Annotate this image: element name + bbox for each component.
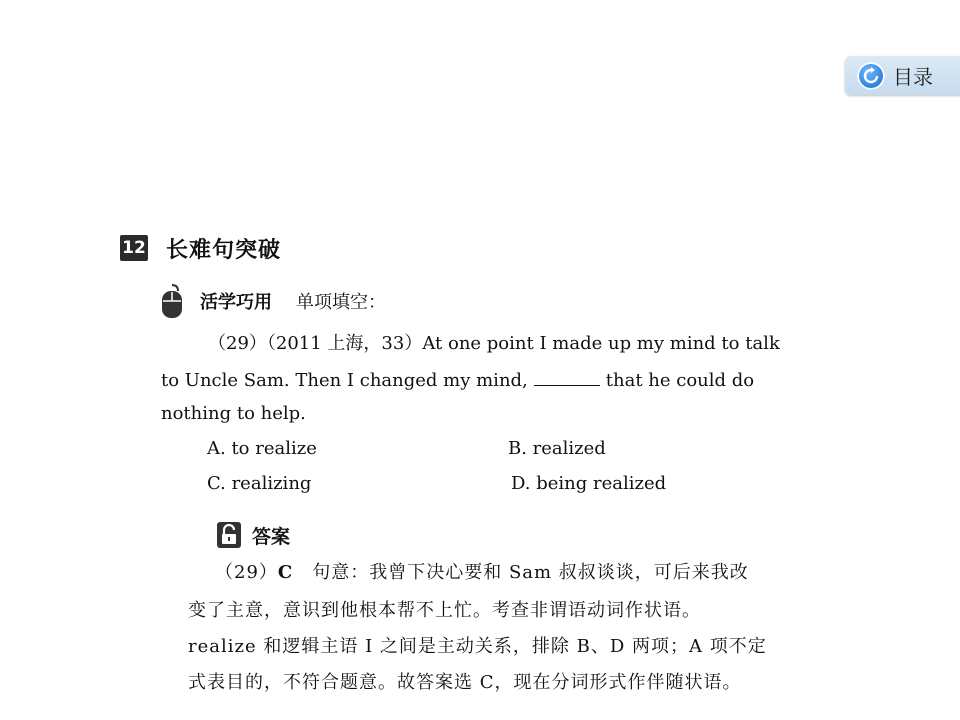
answer-header[interactable] bbox=[216, 521, 290, 549]
refresh-circle-icon bbox=[857, 62, 885, 90]
practice-title: 活学巧用 bbox=[200, 292, 272, 313]
answer-title: 答案 bbox=[252, 525, 291, 548]
unlock-icon bbox=[216, 521, 242, 549]
toc-button[interactable] bbox=[845, 56, 960, 95]
question-line-1: （29）（2011 上海，33）At one point I made up my mind to talk bbox=[208, 333, 780, 354]
explanation-line-3: realize 和逻辑主语 I 之间是主动关系，排除 B、D 两项；A 项不定 bbox=[188, 636, 767, 657]
option-a: A. to realize bbox=[207, 438, 317, 459]
question-line-3: nothing to help. bbox=[161, 403, 306, 424]
answer-letter: C bbox=[277, 562, 294, 583]
answer-blank bbox=[534, 367, 600, 386]
explanation-line-1-rest: 句意：我曾下决心要和 Sam 叔叔谈谈，可后来我改 bbox=[293, 562, 749, 583]
option-d: D. being realized bbox=[511, 473, 667, 494]
explanation-line-1 bbox=[215, 561, 749, 585]
section-title: 长难句突破 bbox=[166, 237, 282, 263]
section-header bbox=[120, 233, 281, 263]
explanation-line-4: 式表目的，不符合题意。故答案选 C，现在分词形式作伴随状语。 bbox=[188, 672, 742, 693]
question-line-2-before: to Uncle Sam. Then I changed my mind, bbox=[161, 370, 528, 391]
option-b: B. realized bbox=[508, 438, 606, 459]
answer-prefix: （29） bbox=[215, 562, 278, 583]
practice-instruction: 单项填空： bbox=[296, 292, 386, 313]
toc-label: 目录 bbox=[893, 65, 933, 89]
practice-header bbox=[158, 283, 386, 319]
option-c: C. realizing bbox=[207, 473, 312, 494]
explanation-line-2: 变了主意，意识到他根本帮不上忙。考查非谓语动词作状语。 bbox=[188, 600, 701, 621]
question-line-2 bbox=[161, 367, 754, 393]
section-number-badge: 12 bbox=[120, 235, 148, 261]
mouse-icon bbox=[158, 283, 186, 319]
question-line-2-after: that he could do bbox=[605, 370, 755, 391]
